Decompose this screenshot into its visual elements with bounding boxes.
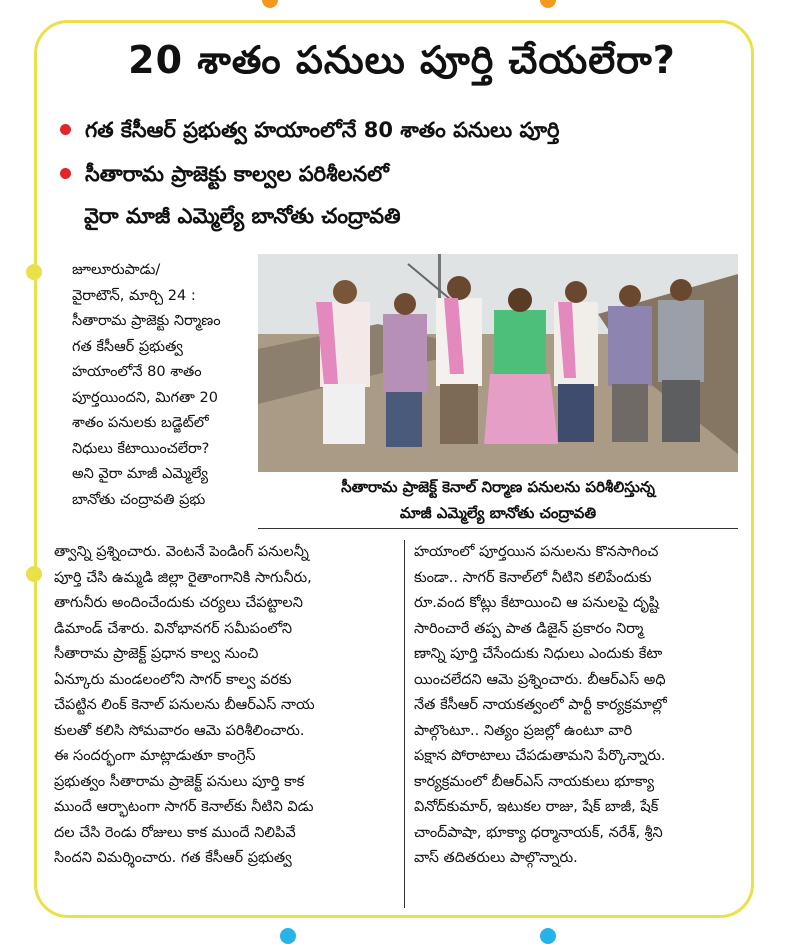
divider: [258, 528, 738, 529]
body-line: దల చేసి రెండు రోజులు కాక ముందే నిలిపివే: [54, 824, 296, 841]
body-line: జూలూరుపాడు/: [72, 262, 161, 278]
headline: 20 శాతం పనులు పూర్తి చేయలేరా?: [128, 38, 676, 82]
bullet-text: సీతారామ ప్రాజెక్టు కాల్వల పరిశీలనలో: [85, 162, 389, 186]
bullet-point: [60, 118, 559, 148]
body-line: రూ.వంద కోట్లు కేటాయించి ఆ పనులపై దృష్టి: [414, 595, 659, 611]
decor-dot: [26, 566, 42, 582]
body-line: డిమాండ్ చేశారు. వినోభానగర్ సమీపంలోని: [54, 620, 293, 637]
body-line: తాగునీరు అందించేందుకు చర్యలు చేపట్టాలని: [54, 595, 303, 611]
body-line: పూర్తి చేసి ఉమ్మడి జిల్లా రైతాంగానికి సాగునీరు,: [54, 569, 312, 586]
photo-illustration: [258, 254, 738, 472]
body-line: బానోతు చంద్రావతి ప్రభు: [72, 491, 206, 508]
bullet-continuation: వైరా మాజీ ఎమ్మెల్యే బానోతు చంద్రావతి: [84, 204, 401, 228]
body-line: యించలేదని ఆమె ప్రశ్నించారు. బీఆర్ఎస్ అధి: [414, 671, 666, 688]
body-line: వినోద్‌కుమార్, ఇటుకల రాజు, షేక్ బాజీ, షేక్: [414, 799, 659, 815]
body-line: చేపట్టిన లింక్ కెనాల్ పనులను బీఆర్ఎస్ నాయ: [54, 697, 315, 713]
body-line: చాంద్‌పాషా, భూక్యా ధర్మానాయక్, నరేశ్, శ్రీని: [414, 824, 663, 841]
bullet-point: [60, 162, 389, 192]
caption-line: సీతారామ ప్రాజెక్ట్ కెనాల్ నిర్మాణ పనులను పరిశీలిస్తున్న: [341, 478, 655, 496]
body-line: పాల్గొంటూ.. నిత్యం ప్రజల్లో ఉంటూ వారి: [414, 722, 633, 739]
photo-caption: [258, 474, 738, 526]
body-line: పక్షాన పోరాటాలు చేపడుతామని పేర్కొన్నారు.: [414, 748, 666, 764]
body-line: ప్రభుత్వం సీతారామ ప్రాజెక్ట్ పనులు పూర్తి కాక: [54, 773, 305, 790]
bullet-text: గత కేసీఆర్ ప్రభుత్వ హయాంలోనే 80 శాతం పనులు పూర్తి: [85, 118, 560, 142]
body-line: సీతారామ ప్రాజెక్ట్ ప్రధాన కాల్వ నుంచి: [54, 646, 259, 662]
body-line: త్వాన్ని ప్రశ్నించారు. వెంటనే పెండింగ్ పనులన్నీ: [54, 544, 309, 560]
decor-dot: [540, 928, 556, 944]
body-line: ఈ సందర్భంగా మాట్లాడుతూ కాంగ్రెస్: [54, 748, 256, 764]
body-column-1: [72, 258, 252, 513]
decor-dot: [540, 0, 556, 8]
body-line: సీతారామ ప్రాజెక్టు నిర్మాణం: [72, 313, 221, 329]
column-divider: [404, 540, 405, 908]
body-line: హయాంలో పూర్తయిన పనులను కొనసాగించ: [414, 544, 659, 560]
decor-dot: [262, 0, 278, 8]
body-line: వాస్ తదితరులు పాల్గొన్నారు.: [414, 850, 578, 866]
body-line: సిందని విమర్శించారు. గత కేసీఆర్ ప్రభుత్వ: [54, 850, 292, 866]
body-line: సారించారే తప్ప పాత డిజైన్ ప్రకారం నిర్మా: [414, 620, 644, 637]
body-line: ఏన్కూరు మండలంలోని సాగర్ కాల్వ వరకు: [54, 671, 292, 688]
body-line: కార్యక్రమంలో బీఆర్ఎస్ నాయకులు భూక్యా: [414, 773, 655, 790]
decor-dot: [280, 928, 296, 944]
body-line: హయాంలోనే 80 శాతం: [72, 364, 202, 380]
bullet-icon: [60, 124, 71, 135]
body-line: వైరాటౌన్, మార్చి 24 :: [72, 287, 196, 304]
body-line: గత కేసీఆర్ ప్రభుత్వ: [72, 338, 183, 355]
body-column-3: [414, 540, 740, 872]
body-line: శాతం పనులకు బడ్జెట్‌లో: [72, 415, 209, 431]
body-line: ణాన్ని పూర్తి చేసేందుకు నిధులు ఎందుకు కేటా: [414, 646, 663, 662]
caption-line: మాజీ ఎమ్మెల్యే బానోతు చంద్రావతి: [399, 504, 597, 522]
body-line: నిధులు కేటాయించలేరా?: [72, 440, 210, 457]
body-line: పూర్తయిందని, మిగతా 20: [72, 389, 218, 406]
body-column-2: [54, 540, 396, 872]
body-line: కులతో కలిసి సోమవారం ఆమె పరిశీలించారు.: [54, 722, 305, 739]
article-photo: [258, 254, 738, 472]
decor-dot: [26, 264, 42, 280]
bullet-icon: [60, 168, 71, 179]
body-line: కుండా.. సాగర్ కెనాల్‌లో నీటిని కలిపేందుకు: [414, 569, 652, 586]
body-line: నేత కేసీఆర్ నాయకత్వంలో పార్టీ కార్యక్రమాల్లో: [414, 697, 667, 713]
body-line: అని వైరా మాజీ ఎమ్మెల్యే: [72, 466, 209, 482]
body-line: ముందే ఆర్భాటంగా సాగర్ కెనాల్‌కు నీటిని విడు: [54, 799, 314, 815]
